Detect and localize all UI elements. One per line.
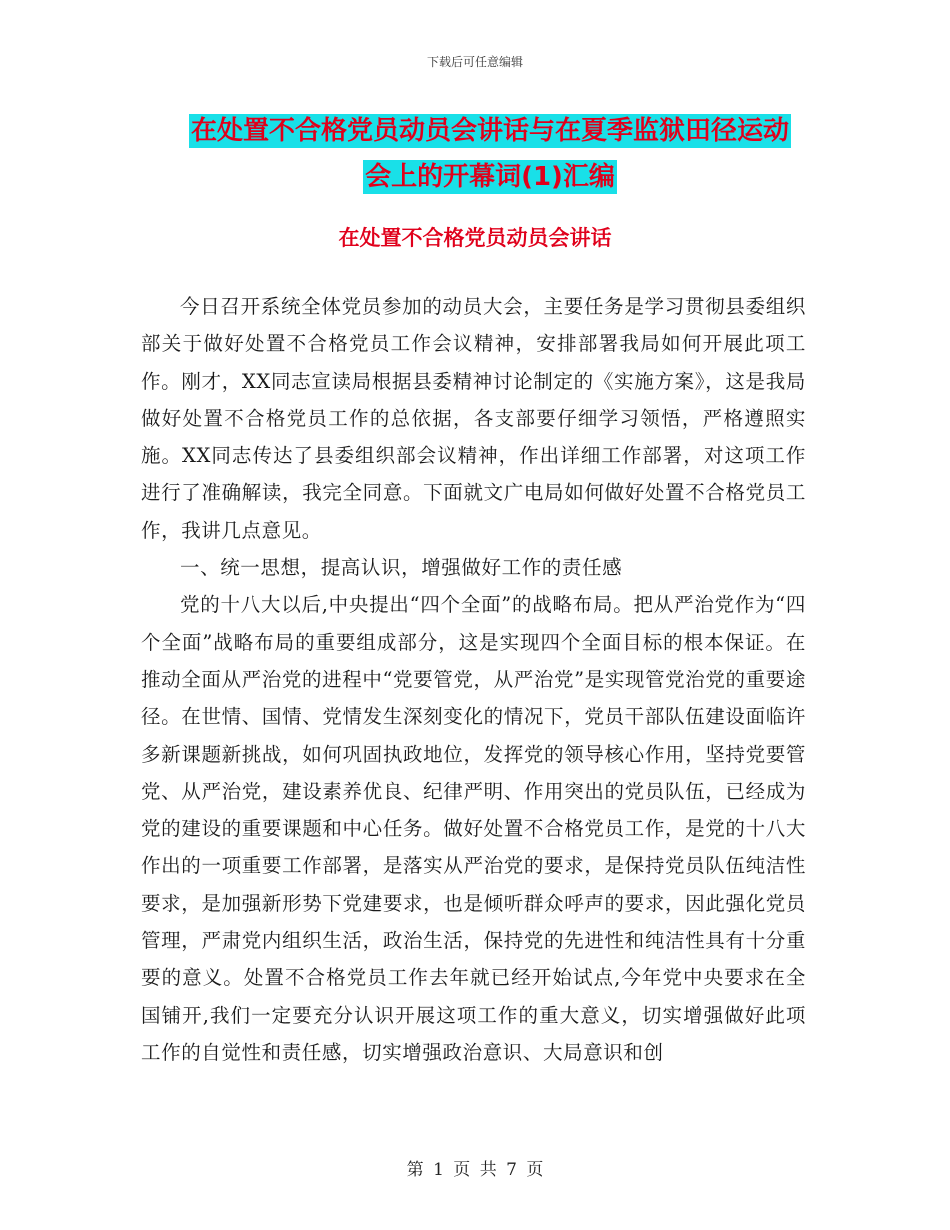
paragraph-intro: 今日召开系统全体党员参加的动员大会，主要任务是学习贯彻县委组织部关于做好处置不合格党员工作会议精神，安排部署我局如何开展此项工作。刚才，XX同志宣读局根据县委精神讨论制定的《实施方案》，这是我局做好处置不合格党员工作的总依据，各支部要仔细学习领悟，严格遵照实施。XX同志传达了县委组织部会议精神，作出详细工作部署，对这项工作进行了准确解读，我完全同意。下面就文广电局如何做好处置不合格党员工作，我讲几点意见。 bbox=[141, 295, 806, 542]
page-number-footer: 第 1 页 共 7 页 bbox=[406, 1160, 544, 1180]
document-body bbox=[141, 288, 806, 1071]
document-title-line-2: 会上的开幕词(1)汇编 bbox=[365, 162, 615, 192]
document-title-line-1: 在处置不合格党员动员会讲话与在夏季监狱田径运动 bbox=[190, 116, 789, 146]
document-title bbox=[160, 108, 820, 200]
paragraph-main: 党的十八大以后,中央提出“四个全面”的战略布局。把从严治党作为“四个全面”战略布局的重要组成部分，这是实现四个全面目标的根本保证。在推动全面从严治党的进程中“党要管党，从严治党”是实现管党治党的重要途径。在世情、国情、党情发生深刻变化的情况下，党员干部队伍建设面临许多新课题新挑战，如何巩固执政地位，发挥党的领导核心作用，坚持党要管党、从严治党，建设素养优良、纪律严明、作用突出的党员队伍，已经成为党的建设的重要课题和中心任务。做好处置不合格党员工作，是党的十八大作出的一项重要工作部署，是落实从严治党的要求，是保持党员队伍纯洁性要求，是加强新形势下党建要求，也是倾听群众呼声的要求，因此强化党员管理，严肃党内组织生活，政治生活，保持党的先进性和纯洁性具有十分重要的意义。处置不合格党员工作去年就已经开始试点,今年党中央要求在全国铺开,我们一定要充分认识开展这项工作的重大意义，切实增强做好此项工作的自觉性和责任感，切实增强政治意识、大局意识和创 bbox=[141, 593, 806, 1064]
section-title: 在处置不合格党员动员会讲话 bbox=[338, 226, 612, 250]
paragraph-heading-one: 一、统一思想，提高认识，增强做好工作的责任感 bbox=[180, 556, 623, 580]
header-note: 下载后可任意编辑 bbox=[426, 55, 523, 69]
